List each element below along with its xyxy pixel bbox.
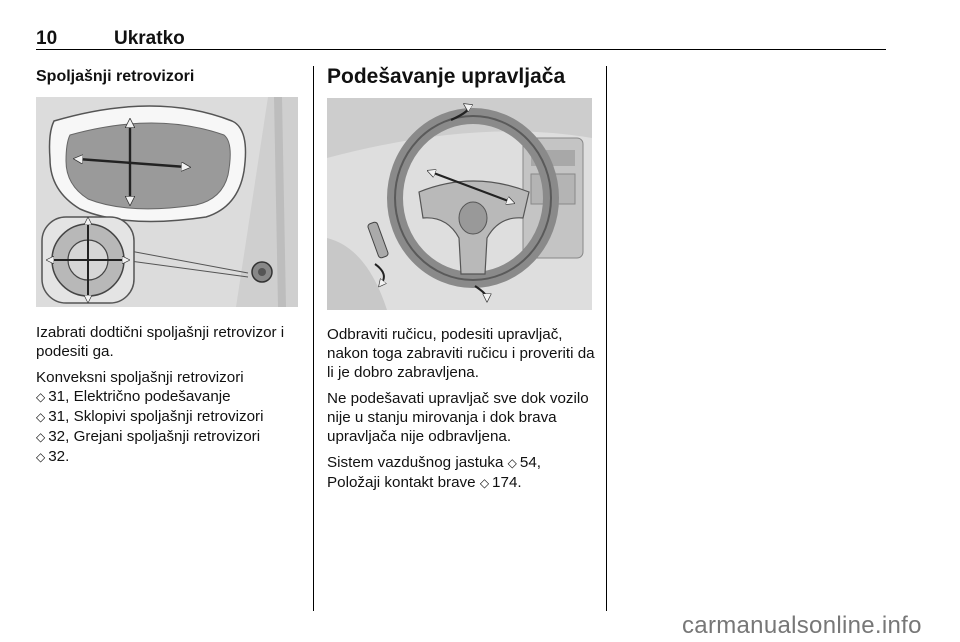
page-number: 10 bbox=[36, 28, 58, 49]
column-divider-1 bbox=[313, 66, 314, 611]
mirror-illustration bbox=[36, 97, 298, 307]
mirror-instruction: Izabrati dodtični spoljašnji retrovizor i podesiti ga. bbox=[36, 324, 285, 360]
convex-mirrors-text: Konveksni spoljašnji retrovizori bbox=[36, 369, 244, 386]
page-reference-icon: ◇ bbox=[36, 410, 46, 424]
section-title-steering: Podešavanje upravljača bbox=[327, 65, 566, 88]
section-title-mirrors: Spoljašnji retrovizori bbox=[36, 68, 195, 85]
page-reference-icon: ◇ bbox=[36, 450, 46, 464]
steering-references: Sistem vazdušnog jastuka ◇ 54, Položaji kontakt brave ◇ 174. bbox=[327, 454, 542, 491]
page-reference-icon: ◇ bbox=[507, 456, 517, 470]
header-rule bbox=[36, 49, 886, 50]
right-column bbox=[327, 60, 595, 500]
mirror-references bbox=[36, 368, 301, 467]
reference-folding[interactable]: ◇ 31, Sklopivi spoljašnji retrovizori bbox=[36, 408, 264, 425]
steering-wheel-illustration bbox=[327, 98, 592, 310]
reference-ignition[interactable]: ◇ 174 bbox=[479, 474, 518, 491]
chapter-title: Ukratko bbox=[114, 28, 185, 49]
page-reference-icon: ◇ bbox=[479, 476, 490, 490]
reference-page-32[interactable]: ◇ 32. bbox=[36, 448, 70, 465]
reference-heated[interactable]: ◇ 32, Grejani spoljašnji retrovizori bbox=[36, 428, 261, 445]
reference-airbag[interactable]: ◇ 54 bbox=[507, 454, 537, 471]
page-reference-icon: ◇ bbox=[36, 430, 46, 444]
page-reference-icon: ◇ bbox=[36, 390, 46, 404]
page-header bbox=[36, 22, 886, 52]
column-divider-2 bbox=[606, 66, 607, 611]
reference-electric[interactable]: ◇ 31, Električno podešavanje bbox=[36, 388, 231, 405]
steering-warning: Ne podešavati upravljač sve dok vozilo nije u stanju mirovanja i dok brava upravljača nije odbravljena. bbox=[327, 390, 589, 445]
watermark: carmanualsonline.info bbox=[682, 612, 922, 639]
steering-instruction: Odbraviti ručicu, podesiti upravljač, nakon toga zabraviti ručicu i proveriti da li je dobro zabravljena. bbox=[327, 326, 595, 381]
left-column bbox=[36, 60, 301, 474]
